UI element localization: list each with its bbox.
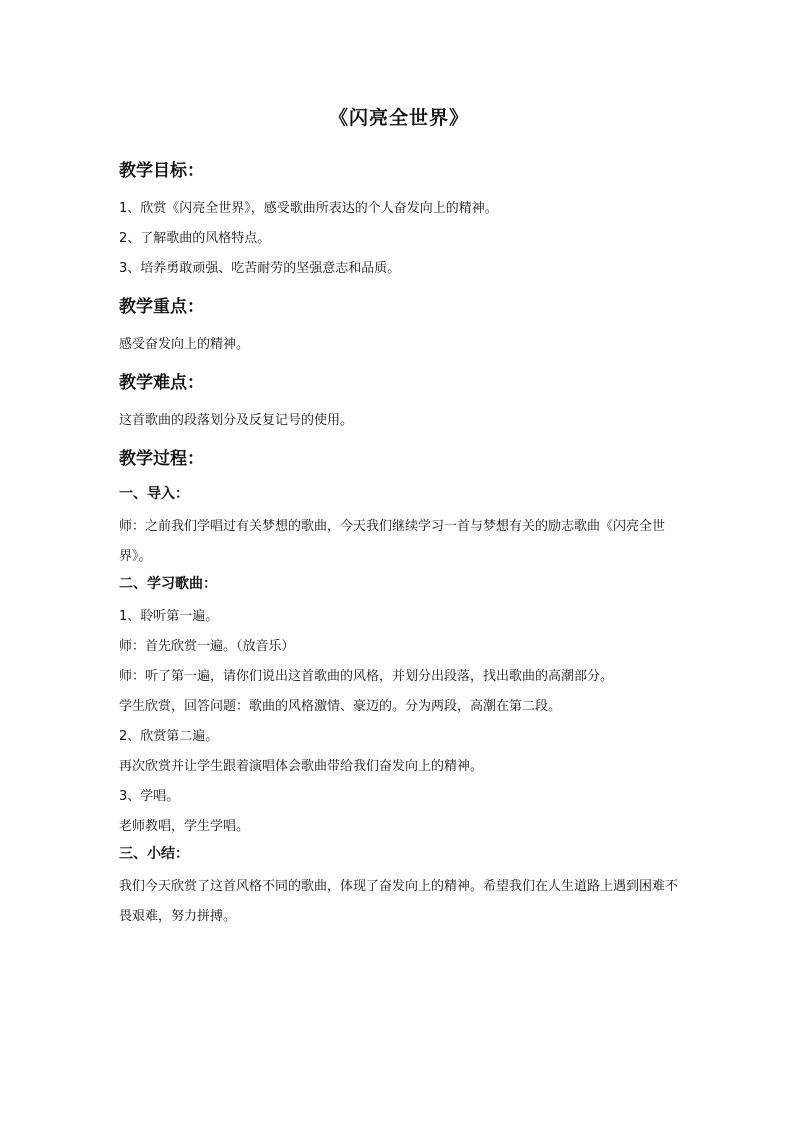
section-heading-difficulties: 教学难点：: [119, 373, 204, 393]
subsection-heading-intro: 一、导入：: [119, 486, 189, 502]
learn-song-item-4: 学生欣赏，回答问题：歌曲的风格激情、豪迈的。分为两段，高潮在第二段。: [119, 699, 562, 714]
section-heading-key-points: 教学重点：: [119, 297, 204, 317]
subsection-heading-learn-song: 二、学习歌曲：: [119, 576, 217, 592]
intro-item: 师：之前我们学唱过有关梦想的歌曲，今天我们继续学习一首与梦想有关的励志歌曲《闪亮全世界》。: [119, 519, 666, 564]
learn-song-item-6: 再次欣赏并让学生跟着演唱体会歌曲带给我们奋发向上的精神。: [119, 759, 484, 774]
section-heading-objectives: 教学目标：: [119, 161, 204, 181]
learn-song-item-5: 2、欣赏第二遍。: [119, 729, 219, 744]
learn-song-item-1: 1、聆听第一遍。: [119, 609, 219, 624]
objective-item-3: 3、培养勇敢顽强、吃苦耐劳的坚强意志和品质。: [119, 261, 401, 276]
learn-song-item-3: 师：听了第一遍，请你们说出这首歌曲的风格，并划分出段落，找出歌曲的高潮部分。: [119, 669, 614, 684]
learn-song-item-2: 师：首先欣赏一遍。（放音乐）: [119, 639, 295, 654]
section-heading-process: 教学过程：: [119, 449, 204, 469]
key-point-item: 感受奋发向上的精神。: [119, 337, 250, 352]
learn-song-item-8: 老师教唱，学生学唱。: [119, 819, 250, 834]
objective-item-2: 2、了解歌曲的风格特点。: [119, 231, 271, 246]
summary-item: 我们今天欣赏了这首风格不同的歌曲，体现了奋发向上的精神。希望我们在人生道路上遇到困难不畏艰难，努力拼搏。: [119, 879, 679, 924]
document-title: 《闪亮全世界》: [328, 107, 469, 129]
learn-song-item-7: 3、学唱。: [119, 789, 180, 804]
document-content: [119, 104, 679, 932]
difficulty-item: 这首歌曲的段落划分及反复记号的使用。: [119, 413, 354, 428]
objective-item-1: 1、欣赏《闪亮全世界》，感受歌曲所表达的个人奋发向上的精神。: [119, 201, 498, 216]
subsection-heading-summary: 三、小结：: [119, 846, 189, 862]
